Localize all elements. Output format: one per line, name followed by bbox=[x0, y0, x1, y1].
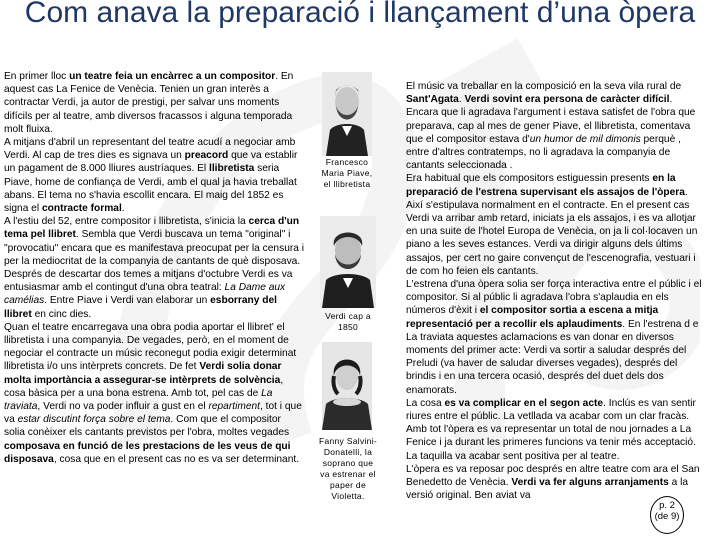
text-run: es va complicar en el segon acte bbox=[444, 397, 604, 409]
text-run: contracte formal bbox=[41, 203, 122, 215]
slide-title: Com anava la preparació i llançament d’una òpera bbox=[24, 0, 696, 29]
text-run: L'estrena d'una òpera solia ser força interactiva entre el públic i el compositor. Si al públic li agradava l'obra s'aplaudia en els números d'èxit i bbox=[406, 279, 702, 317]
right-column-paragraph bbox=[406, 80, 702, 172]
text-run: un humor de mil dimonis bbox=[529, 133, 641, 145]
text-run: , cosa que en el present cas no es va ser determinant. bbox=[53, 453, 300, 465]
text-run: La cosa bbox=[406, 397, 445, 409]
text-run: . En l'estrena d e La traviata aquestes aclamacions es van donar en diversos moments del primer acte: Verdi va sortir a saludar després del Preludi (va haver de saludar diverses vegades), després del brindis i en una tercera ocasió, després del duet dels dos enamorats. bbox=[406, 318, 699, 396]
text-run: . bbox=[121, 203, 125, 215]
text-run: que va establir un pagament de 8.000 lliures austríaques. El bbox=[4, 150, 298, 175]
left-column-paragraph bbox=[4, 136, 304, 215]
left-column-paragraph bbox=[4, 321, 304, 466]
text-run: Després de descartar dos temes a mitjans d'octubre Verdi es va entusiasmar amb el contingut d'una obra teatral: bbox=[4, 269, 293, 294]
text-run: el compositor sortia a escena a mitja representació per a recollir els aplaudiments bbox=[406, 305, 659, 330]
text-run: . Entre Piave i Verdi van elaborar un bbox=[44, 295, 211, 307]
text-run: Quan el teatre encarregava una obra podia aportar el llibret' el llibretista i una companyia. De vegades, però, en el moment de negociar el contracte un músic reconegut podia exigir determinat llibretista i/o uns intèrprets concrets. De fet bbox=[4, 321, 297, 373]
text-run: . Com que el compositor solia conèixer els cantants previstos per l'obra, moltes vegades bbox=[4, 414, 290, 439]
text-run: seria Piave, home de confiança de Verdi, amb el qual ja havia treballat abans. El tema no s'havia escollit encara. El maig del 1852 es signa el bbox=[4, 163, 297, 215]
left-text-column bbox=[4, 70, 304, 466]
text-run: cerca d'un tema pel llibret bbox=[4, 216, 300, 241]
text-run: , Verdi no va poder influir a gust en el bbox=[37, 401, 209, 413]
text-run: preacord bbox=[184, 150, 229, 162]
verdi-portrait bbox=[320, 216, 376, 308]
text-run: En primer lloc bbox=[4, 71, 70, 82]
text-run: en la preparació de l'estrena supervisant els assajos de l'òpera bbox=[406, 173, 685, 198]
verdi-caption: Verdi cap a 1850 bbox=[325, 311, 371, 332]
text-run: L'òpera es va reposar poc després en altre teatre com ara el San Benedetto de Venècia. bbox=[406, 463, 700, 489]
salvini-portrait bbox=[322, 342, 372, 430]
left-column-paragraph bbox=[4, 70, 304, 136]
text-run: , tot i que va bbox=[4, 401, 302, 426]
page-number-badge: p. 2 (de 9) bbox=[650, 496, 684, 534]
text-run: a la versió original. Ben aviat va bbox=[406, 477, 689, 502]
text-run: A mitjans d'abril un representant del teatre acudí a negociar amb Verdi. Al cap de tres dies es signava un bbox=[4, 137, 296, 162]
text-run: esborrany del llibret bbox=[4, 295, 277, 320]
text-run: composava en funció de les prestacions de les veus de qui disposava bbox=[4, 440, 291, 465]
text-run: llibretista bbox=[209, 163, 255, 175]
text-run: un teatre feia un encàrrec a un compositor bbox=[69, 71, 276, 82]
text-run: perquè , entre d'altres contratemps, no li agradava la companyia de cantants seleccionada . bbox=[406, 133, 681, 172]
text-run: repartiment bbox=[208, 401, 260, 413]
left-column-paragraph bbox=[4, 215, 304, 268]
text-run: . Sembla que Verdi buscava un tema "original" i "provocatiu" encara que es manifestava preocupat per la censura i per la mediocritat de la companyia de cantants de què disposava. bbox=[4, 229, 305, 267]
right-column-paragraph bbox=[406, 463, 702, 503]
text-run: . Inclús es van sentir riures entre el públic. La vetllada va acabar com un clar fracàs. Amb tot l'òpera es va representar un total de nou jornades a La Fenice i ja durant les primeres funcions va tenir més acceptació. La taquilla va acabar sent positiva per al teatre. bbox=[406, 397, 696, 462]
text-run: , cosa bàsica per a una bona estrena. Amb tot, pel cas de bbox=[4, 374, 284, 399]
right-column-paragraph bbox=[406, 278, 702, 397]
right-column-paragraph bbox=[406, 397, 702, 463]
text-run: Verdi sovint era persona de caràcter difícil bbox=[464, 94, 670, 106]
text-run: . En aquest cas La Fenice de Venècia. Tenien un gran interès a contractar Verdi, ja autor de prestigi, per salvar uns moments difícils per al teatre, amb diversos fracassos i alguna temporada molt fluixa. bbox=[4, 71, 294, 135]
text-run: . bbox=[458, 94, 465, 106]
right-column-paragraph bbox=[406, 172, 702, 278]
text-run: El músic va treballar en la composició en la seva vila rural de bbox=[406, 81, 682, 92]
text-run: estar discutint força sobre el tema bbox=[17, 414, 171, 426]
left-column-paragraph bbox=[4, 268, 304, 321]
text-run: La traviata bbox=[4, 387, 273, 413]
right-text-column bbox=[406, 80, 702, 503]
piave-caption: Francesco Maria Piave, el llibretista bbox=[321, 157, 373, 189]
text-run: Sant'Agata bbox=[406, 94, 459, 106]
text-run: Era habitual que els compositors estiguessin presents bbox=[406, 173, 653, 185]
salvini-caption: Fanny Salvini-Donatelli, la soprano que va estrenar el paper de Violetta. bbox=[318, 436, 378, 501]
text-run: Verdi va fer alguns arranjaments bbox=[511, 477, 669, 489]
text-run: A l'estiu del 52, entre compositor i llibretista, s'inicia la bbox=[4, 216, 249, 228]
text-run: Verdi solia donar molta importància a assegurar-se intèrprets de solvència bbox=[4, 361, 282, 386]
text-run: . Encara que li agradava l'argument i estava satisfet de l'obra que preparava, cap al mes de gener Piave, el llibretista, comentava que el compositor estava d' bbox=[406, 94, 696, 145]
text-run: en cinc dies. bbox=[31, 308, 92, 320]
text-run: La Dame aux camélias bbox=[4, 282, 286, 307]
text-run: . Així s'estipulava normalment en el contracte. En el present cas Verdi va arribar amb retard, iniciats ja els assajos, i es va allotjar en una suite de l'hotel Europa de Venècia, on ja li col·locaven un piano a les seves estances. Verdi va dirigir alguns dels últims assajos, per cert no gaire convençut de l'escenografia, vestuari i de com ho feien els cantants. bbox=[406, 186, 698, 277]
piave-portrait bbox=[322, 72, 372, 156]
